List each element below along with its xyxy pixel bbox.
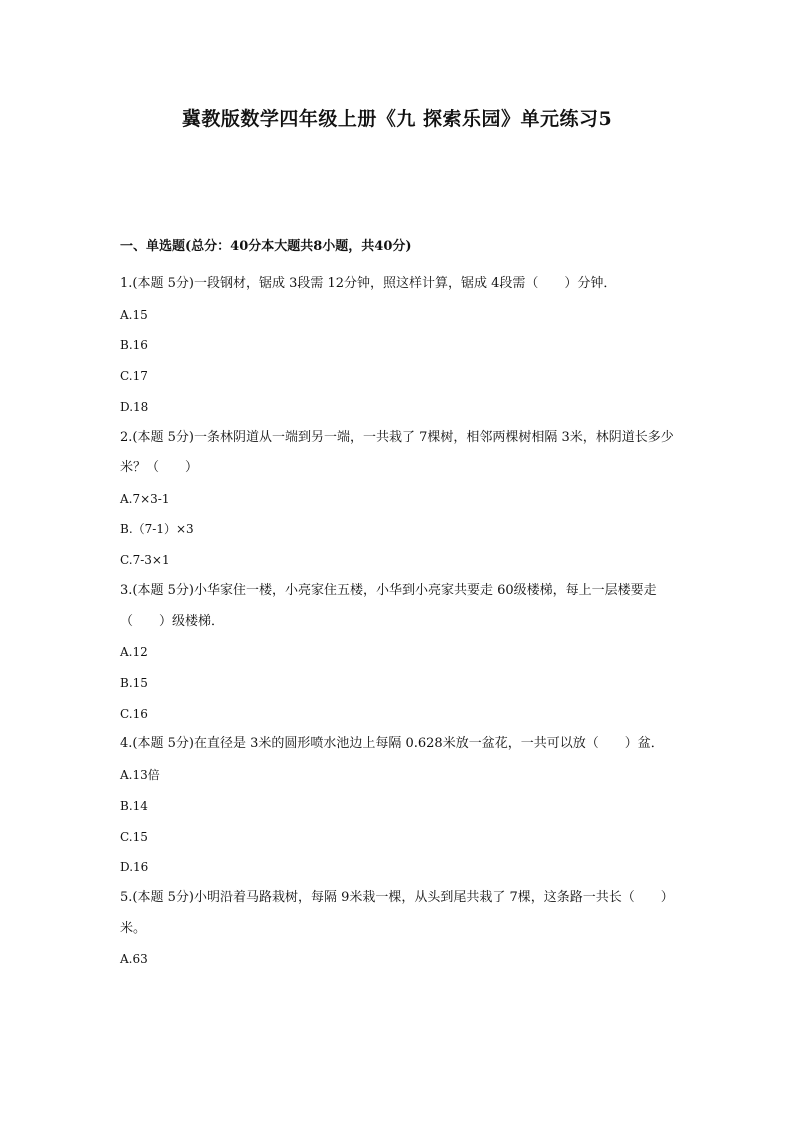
question-stem: 2.(本题 5分)一条林阴道从一端到另一端，一共栽了 7棵树，相邻两棵树相隔 3米，林阴道长多少米？（ ） [120, 429, 674, 476]
option-c: C.17 [120, 369, 148, 384]
question-stem: 1.(本题 5分)一段钢材，锯成 3段需 12分钟，照这样计算，锯成 4段需（ ）分钟． [120, 276, 617, 291]
question-4 [120, 729, 680, 883]
option-a: A.15 [120, 307, 148, 322]
question-5 [120, 883, 680, 975]
question-stem: 5.(本题 5分)小明沿着马路栽树，每隔 9米栽一棵，从头到尾共栽了 7棵，这条路一共长（ ）米。 [120, 890, 674, 936]
option-b: B.14 [120, 798, 148, 813]
option-d: D.18 [120, 399, 149, 414]
option-c: C.15 [120, 829, 148, 844]
document-title: 冀教版数学四年级上册《九 探索乐园》单元练习5 [181, 108, 613, 130]
document-content [120, 238, 680, 975]
option-b: B.16 [120, 338, 148, 353]
section-heading: 一、单选题(总分：40分本大题共8小题，共40分) [120, 239, 412, 254]
question-3 [120, 576, 680, 729]
option-d: D.16 [120, 860, 149, 875]
option-a: A.63 [120, 952, 148, 967]
option-b: B.（7-1）×3 [120, 522, 194, 537]
question-stem: 3.(本题 5分)小华家住一楼，小亮家住五楼，小华到小亮家共要走 60级楼梯，每上一层楼要走（ ）级楼梯． [120, 583, 657, 629]
question-1 [120, 269, 680, 423]
option-b: B.15 [120, 675, 148, 690]
option-c: C.7-3×1 [120, 553, 170, 568]
question-stem: 4.(本题 5分)在直径是 3米的圆形喷水池边上每隔 0.628米放一盆花，一共可以放（ ）盆． [120, 736, 664, 752]
option-a: A.13倍 [120, 767, 160, 782]
option-a: A.7×3-1 [120, 491, 170, 506]
option-c: C.16 [120, 706, 148, 721]
question-2 [120, 423, 680, 576]
option-a: A.12 [120, 645, 148, 660]
